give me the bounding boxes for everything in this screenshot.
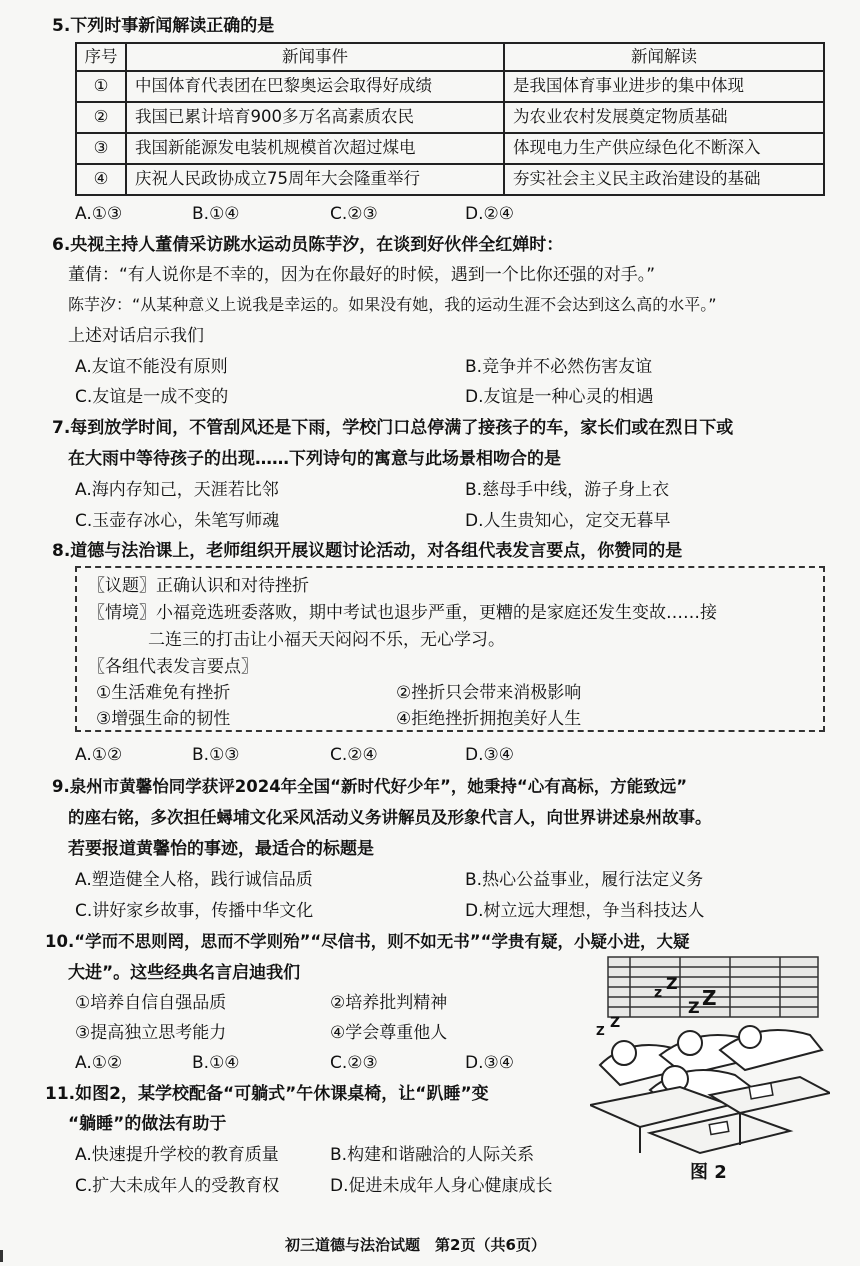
row-index: ② <box>76 102 126 133</box>
q9-option-c[interactable]: C.讲好家乡故事，传播中华文化 <box>75 901 314 921</box>
q8-point-2: ②挫折只会带来消极影响 <box>396 683 582 703</box>
q11-option-c[interactable]: C.扩大未成年人的受教育权 <box>75 1176 280 1196</box>
q11-option-b[interactable]: B.构建和谐融洽的人际关系 <box>330 1145 535 1165</box>
q11-stem-line1: 11.如图2，某学校配备“可躺式”午休课桌椅，让“趴睡”变 <box>45 1084 489 1104</box>
q8-point-4: ④拒绝挫折拥抱美好人生 <box>396 709 582 729</box>
q10-point-2: ②培养批判精神 <box>330 993 448 1013</box>
q9-option-b[interactable]: B.热心公益事业，履行法定义务 <box>465 870 704 890</box>
q8-context-line2: 二连三的打击让小福天天闷闷不乐，无心学习。 <box>148 630 505 650</box>
q7-option-b[interactable]: B.慈母手中线，游子身上衣 <box>465 480 670 500</box>
q10-point-1: ①培养自信自强品质 <box>75 993 227 1013</box>
q7-option-d[interactable]: D.人生贵知心，定交无暮早 <box>465 511 671 531</box>
q8-option-d[interactable]: D.③④ <box>465 745 514 765</box>
q6-option-c[interactable]: C.友谊是一成不变的 <box>75 387 229 407</box>
q6-option-b[interactable]: B.竞争并不必然伤害友谊 <box>465 357 653 377</box>
q10-option-a[interactable]: A.①② <box>75 1053 123 1073</box>
table-row <box>76 133 824 164</box>
q11-option-a[interactable]: A.快速提升学校的教育质量 <box>75 1145 279 1165</box>
q8-stem: 8.道德与法治课上，老师组织开展议题讨论活动，对各组代表发言要点，你赞同的是 <box>52 541 683 561</box>
svg-text:Z: Z <box>702 986 717 1010</box>
figure-caption: 图 2 <box>690 1162 727 1183</box>
q10-stem-line1: 10.“学而不思则罔，思而不学则殆”“尽信书，则不如无书”“学贵有疑，小疑小进，大疑 <box>45 932 690 951</box>
table-row <box>76 102 824 133</box>
row-index: ③ <box>76 133 126 164</box>
row-index: ① <box>76 71 126 102</box>
news-table <box>75 42 825 196</box>
row-event: 庆祝人民政协成立75周年大会隆重举行 <box>126 164 504 195</box>
q10-stem-line2: 大进”。这些经典名言启迪我们 <box>68 963 301 983</box>
q8-option-b[interactable]: B.①③ <box>192 745 240 765</box>
row-interpretation: 是我国体育事业进步的集中体现 <box>504 71 824 102</box>
svg-text:Z: Z <box>596 1024 605 1038</box>
q7-option-a[interactable]: A.海内存知己，天涯若比邻 <box>75 480 279 500</box>
q9-stem-line1: 9.泉州市黄馨怡同学获评2024年全国“新时代好少年”，她秉持“心有高标，方能致远” <box>52 777 688 796</box>
q5-option-b[interactable]: B.①④ <box>192 204 240 224</box>
row-index: ④ <box>76 164 126 195</box>
table-row <box>76 164 824 195</box>
header-interpretation: 新闻解读 <box>504 43 824 71</box>
page-footer: 初三道德与法治试题 第2页（共6页） <box>285 1236 546 1254</box>
row-event: 我国已累计培育900多万名高素质农民 <box>126 102 504 133</box>
nap-desks-drawing <box>590 955 830 1155</box>
row-event: 我国新能源发电装机规模首次超过煤电 <box>126 133 504 164</box>
svg-text:Z: Z <box>610 1015 621 1031</box>
q10-point-4: ④学会尊重他人 <box>330 1023 448 1043</box>
q8-point-3: ③增强生命的韧性 <box>96 709 231 729</box>
row-interpretation: 为农业农村发展奠定物质基础 <box>504 102 824 133</box>
q11-stem-line2: “躺睡”的做法有助于 <box>68 1114 227 1134</box>
q10-option-d[interactable]: D.③④ <box>465 1053 514 1073</box>
q7-option-c[interactable]: C.玉壶存冰心，朱笔写师魂 <box>75 511 280 531</box>
q5-option-c[interactable]: C.②③ <box>330 204 378 224</box>
row-interpretation: 夯实社会主义民主政治建设的基础 <box>504 164 824 195</box>
q8-option-c[interactable]: C.②④ <box>330 745 378 765</box>
q5-option-a[interactable]: A.①③ <box>75 204 123 224</box>
header-index: 序号 <box>76 43 126 71</box>
svg-text:Z: Z <box>666 974 678 993</box>
q8-point-1: ①生活难免有挫折 <box>96 683 231 703</box>
q9-option-d[interactable]: D.树立远大理想，争当科技达人 <box>465 901 705 921</box>
q9-option-a[interactable]: A.塑造健全人格，践行诚信品质 <box>75 870 313 890</box>
scan-mark <box>0 1250 3 1262</box>
q8-topic: 〖议题〗正确认识和对待挫折 <box>88 576 309 596</box>
news-table-header <box>76 43 824 71</box>
svg-text:Z: Z <box>688 998 700 1017</box>
q6-prompt: 上述对话启示我们 <box>68 326 204 346</box>
q7-stem-line2: 在大雨中等待孩子的出现……下列诗句的寓意与此场景相吻合的是 <box>68 449 561 469</box>
q6-dialog-chen: 陈芋汐：“从某种意义上说我是幸运的。如果没有她，我的运动生涯不会达到这么高的水平。” <box>68 295 717 314</box>
q10-option-b[interactable]: B.①④ <box>192 1053 240 1073</box>
q6-option-d[interactable]: D.友谊是一种心灵的相遇 <box>465 387 654 407</box>
q6-dialog-dong: 董倩：“有人说你是不幸的，因为在你最好的时候，遇到一个比你还强的对手。” <box>68 265 656 285</box>
q9-stem-line2: 的座右铭，多次担任蟳埔文化采风活动义务讲解员及形象代言人，向世界讲述泉州故事。 <box>68 808 712 827</box>
row-event: 中国体育代表团在巴黎奥运会取得好成绩 <box>126 71 504 102</box>
q6-stem: 6.央视主持人董倩采访跳水运动员陈芋汐，在谈到好伙伴全红婵时： <box>52 235 564 255</box>
header-event: 新闻事件 <box>126 43 504 71</box>
q5-option-d[interactable]: D.②④ <box>465 204 514 224</box>
q8-context-line1: 〖情境〗小福竞选班委落败，期中考试也退步严重，更糟的是家庭还发生变故……接 <box>88 603 717 623</box>
q8-points-title: 〖各组代表发言要点〗 <box>88 657 258 677</box>
row-interpretation: 体现电力生产供应绿色化不断深入 <box>504 133 824 164</box>
q8-option-a[interactable]: A.①② <box>75 745 123 765</box>
table-row <box>76 71 824 102</box>
nap-desks-illustration <box>590 955 830 1155</box>
q10-option-c[interactable]: C.②③ <box>330 1053 378 1073</box>
q10-point-3: ③提高独立思考能力 <box>75 1023 227 1043</box>
q11-option-d[interactable]: D.促进未成年人身心健康成长 <box>330 1176 553 1196</box>
svg-text:z: z <box>654 985 663 1001</box>
q6-option-a[interactable]: A.友谊不能没有原则 <box>75 357 228 377</box>
q7-stem-line1: 7.每到放学时间，不管刮风还是下雨，学校门口总停满了接孩子的车，家长们或在烈日下或 <box>52 418 734 438</box>
q9-stem-line3: 若要报道黄馨怡的事迹，最适合的标题是 <box>68 839 374 859</box>
q5-stem: 5.下列时事新闻解读正确的是 <box>52 16 275 36</box>
